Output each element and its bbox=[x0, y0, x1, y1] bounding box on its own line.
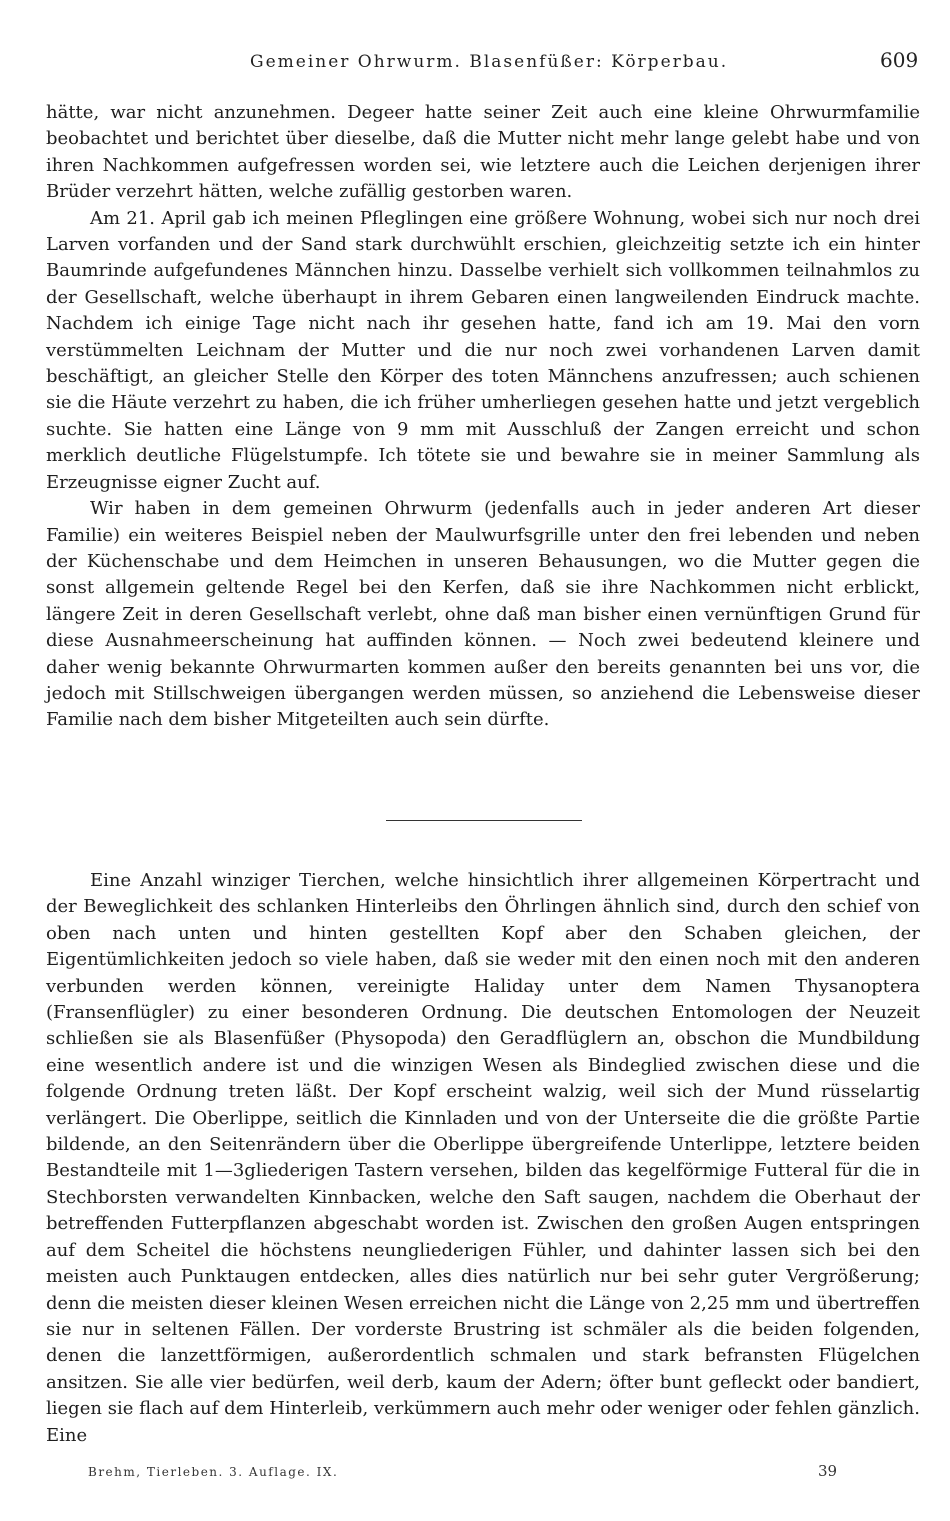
footer-signature-mark: 39 bbox=[818, 1462, 838, 1480]
paragraph-conclusion: Wir haben in dem gemeinen Ohrwurm (jedenfalls auch in jeder anderen Art dieser Familie) ein weiteres Beispiel neben der Maulwurfsgrille unter den frei lebenden und neben der Küchenschabe und dem Heimchen in unseren Behausungen, wo die Mutter gegen die sonst allgemein geltende Regel bei den Kerfen, daß sie ihre Nachkommen nicht erblickt, längere Zeit in deren Gesellschaft verlebt, ohne daß man bisher einen vernünftigen Grund für diese Ausnahmeerscheinung hat auffinden können. — Noch zwei bedeutend kleinere und daher wenig bekannte Ohrwurmarten kommen außer den bereits genannten bei uns vor, die jedoch mit Stillschweigen übergangen werden müssen, so anziehend die Lebensweise dieser Familie nach dem bisher Mitgeteilten auch sein dürfte. bbox=[46, 498, 920, 731]
paragraph-observation: Am 21. April gab ich meinen Pfleglingen eine größere Wohnung, wobei sich nur noch drei Larven vorfanden und der Sand stark durchwühlt erschien, gleichzeitig setzte ich ein hinter Baumrinde aufgefundenes Männchen hinzu. Dasselbe verhielt sich vollkommen teilnahmlos zu der Gesellschaft, welche überhaupt in ihrem Gebaren einen langweilenden Eindruck machte. Nachdem ich einige Tage nicht nach ihr gesehen hatte, fand ich am 19. Mai den vorn verstümmelten Leichnam der Mutter und die nur noch zwei vorhandenen Larven damit beschäftigt, an gleicher Stelle den Körper des toten Männchens anzufressen; auch schienen sie die Häute verzehrt zu haben, die ich früher umherliegen gesehen hatte und jetzt vergeblich suchte. Sie hatten eine Länge von 9 mm mit Ausschluß der Zangen erreicht und schon merklich deutliche Flügelstumpfe. Ich tötete sie und bewahre sie in meiner Sammlung als Erzeugnisse eigner Zucht auf. bbox=[46, 207, 920, 493]
running-head: Gemeiner Ohrwurm. Blasenfüßer: Körperbau. bbox=[250, 52, 729, 72]
earwig-section bbox=[46, 100, 920, 734]
paragraph-thrips-intro: Eine Anzahl winziger Tierchen, welche hinsichtlich ihrer allgemeinen Körpertracht und der Beweglichkeit des schlanken Hinterleibs den Öhrlingen ähnlich sind, durch den schief von oben nach unten und hinten gestellten Kopf aber den Schaben gleichen, der Eigentümlichkeiten jedoch so viele haben, daß sie weder mit den einen noch mit den anderen verbunden werden können, vereinigte Haliday unter dem Namen Thysanoptera (Fransenflügler) zu einer besonderen Ordnung. Die deutschen Entomologen der Neuzeit schließen sie als Blasenfüßer (Physopoda) den Geradflüglern an, obschon die Mundbildung eine wesentlich andere ist und die winzigen Wesen als Bindeglied zwischen diese und die folgende Ordnung treten läßt. Der Kopf erscheint walzig, weil sich der Mund rüsselartig verlängert. Die Oberlippe, seitlich die Kinnladen und von der Unterseite die die größte Partie bildende, an den Seitenrändern über die Oberlippe übergreifende Unterlippe, letztere beiden Bestandteile mit 1—3gliederigen Tastern versehen, bilden das kegelförmige Futteral für die in Stechborsten verwandelten Kinnbacken, welche den Saft saugen, nachdem die Oberhaut der betreffenden Futterpflanzen abgeschabt worden ist. Zwischen den großen Augen entspringen auf dem Scheitel die höchstens neungliederigen Fühler, und dahinter lassen sich bei den meisten auch Punktaugen entdecken, alles dies natürlich nur bei sehr guter Vergrößerung; denn die meisten dieser kleinen Wesen erreichen nicht die Länge von 2,25 mm und übertreffen sie nur in seltenen Fällen. Der vorderste Brustring ist schmäler als die beiden folgenden, denen die lanzettförmigen, außerordentlich schmalen und stark befransten Flügelchen ansitzen. Sie alle vier bedürfen, weil derb, kaum der Adern; öfter bunt gefleckt oder bandiert, liegen sie flach auf dem Hinterleib, verkümmern auch mehr oder weniger oder fehlen gänzlich. Eine bbox=[46, 870, 920, 1446]
page-number: 609 bbox=[880, 48, 919, 72]
section-divider bbox=[386, 820, 582, 821]
paragraph-continuation: hätte, war nicht anzunehmen. Degeer hatte seiner Zeit auch eine kleine Ohrwurmfamilie beobachtet und berichtet über dieselbe, daß die Mutter nicht mehr lange gelebt habe und von ihren Nachkommen aufgefressen worden sei, wie letztere auch die Leichen derjenigen ihrer Brüder verzehrt hätten, welche zufällig gestorben waren. bbox=[46, 102, 920, 203]
thrips-section bbox=[46, 868, 920, 1449]
footer-source-note: Brehm, Tierleben. 3. Auflage. IX. bbox=[88, 1465, 339, 1479]
